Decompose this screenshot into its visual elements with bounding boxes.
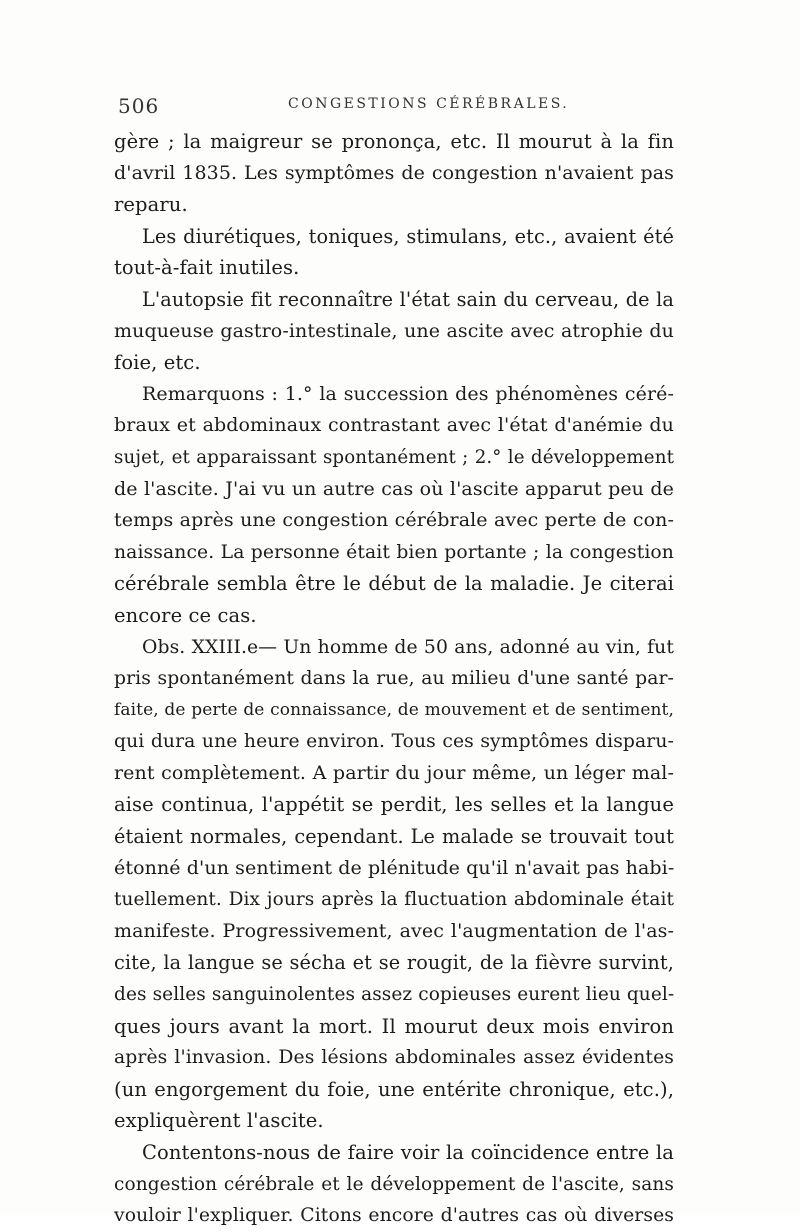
text-line: ques jours avant la mort. Il mourut deux mois environ	[114, 1014, 674, 1038]
text-line: étonné d'un sentiment de plénitude qu'il n'avait pas habi-	[114, 856, 675, 879]
text-line: étaient normales, cependant. Le malade se trouvait tout	[114, 825, 674, 849]
text-line: vouloir l'expliquer. Citons encore d'autres cas où diverses	[114, 1205, 674, 1227]
page-number: 506	[118, 94, 160, 118]
text-line: d'avril 1835. Les symptômes de congestion n'avaient pas	[114, 161, 674, 184]
text-line: cite, la langue se sécha et se rougit, de la fièvre survint,	[114, 951, 674, 975]
text-line: des selles sanguinolentes assez copieuses eurent lieu quel-	[114, 984, 675, 1006]
text-line: Les diurétiques, toniques, stimulans, etc., avaient été	[142, 224, 674, 248]
text-line: cérébrale sembla être le début de la maladie. Je citerai	[114, 572, 674, 596]
body-text	[114, 126, 674, 1232]
text-line: aise continua, l'appétit se perdit, les selles et la langue	[114, 793, 674, 817]
text-line: Obs. XXIII.e— Un homme de 50 ans, adonné au vin, fut	[142, 636, 674, 658]
running-head: CONGESTIONS CÉRÉBRALES.	[288, 96, 570, 112]
text-line: L'autopsie fit reconnaître l'état sain du cerveau, de la	[142, 287, 674, 311]
text-line: braux et abdominaux contrastant avec l'état d'anémie du	[114, 414, 674, 437]
text-line: encore ce cas.	[114, 603, 257, 627]
text-line: tout-à-fait inutiles.	[114, 256, 300, 280]
text-line: tuellement. Dix jours après la fluctuation abdominale était	[114, 889, 674, 911]
text-line: de l'ascite. J'ai vu un autre cas où l'ascite apparut peu de	[114, 477, 674, 500]
text-line: après l'invasion. Des lésions abdominales assez évidentes	[114, 1047, 674, 1069]
text-line: sujet, et apparaissant spontanément ; 2.° le développement	[114, 446, 674, 468]
text-line: congestion cérébrale et le développement de l'ascite, sans	[114, 1173, 674, 1195]
page-header	[118, 88, 678, 118]
text-line: naissance. La personne était bien portante ; la congestion	[114, 541, 674, 563]
text-line: rent complètement. A partir du jour même, un léger mal-	[114, 761, 674, 784]
text-line: muqueuse gastro-intestinale, une ascite avec atrophie du	[114, 319, 674, 342]
text-line: pris spontanément dans la rue, au milieu d'une santé par-	[114, 668, 674, 690]
text-line: faite, de perte de connaissance, de mouvement et de sentiment,	[114, 699, 674, 720]
text-line: foie, etc.	[114, 351, 201, 375]
text-line: reparu.	[114, 193, 188, 217]
text-line: temps après une congestion cérébrale avec perte de con-	[114, 509, 674, 532]
text-line: manifeste. Progressivement, avec l'augmentation de l'as-	[114, 919, 674, 942]
text-line: Remarquons : 1.° la succession des phénomènes céré-	[142, 382, 674, 405]
text-line: Contentons-nous de faire voir la coïncidence entre la	[142, 1141, 674, 1164]
text-line: expliquèrent l'ascite.	[114, 1109, 324, 1133]
text-line: qui dura une heure environ. Tous ces symptômes disparu-	[114, 731, 674, 753]
text-line: (un engorgement du foie, une entérite chronique, etc.),	[114, 1077, 674, 1101]
text-line: gère ; la maigreur se prononça, etc. Il mourut à la fin	[114, 130, 674, 153]
